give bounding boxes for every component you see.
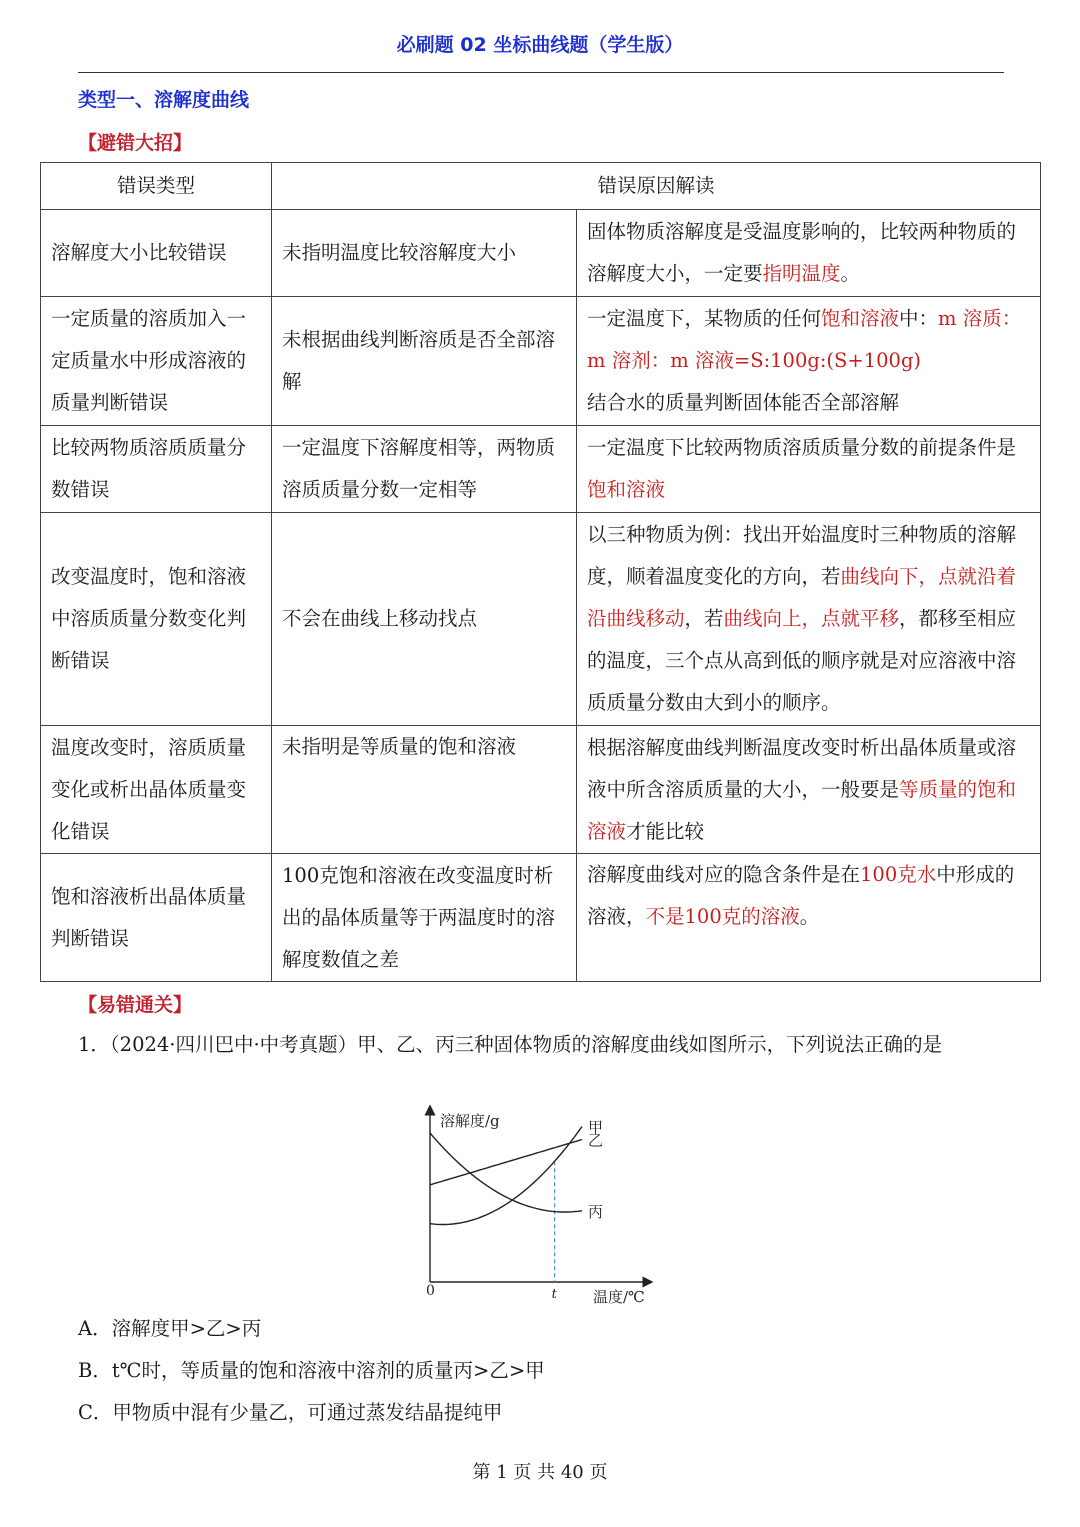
error-type-cell: 改变温度时，饱和溶液中溶质质量分数变化判断错误: [41, 513, 272, 726]
tips-label: 【避错大招】: [78, 132, 193, 154]
error-explanation-cell: 一定温度下比较两物质溶质质量分数的前提条件是饱和溶液: [577, 426, 1041, 513]
error-type-cell: 饱和溶液析出晶体质量判断错误: [41, 854, 272, 982]
table-row: [41, 726, 1041, 854]
series-line-3: [430, 1133, 582, 1212]
series-label-2: 乙: [588, 1131, 604, 1150]
error-explanation-cell: 根据溶解度曲线判断温度改变时析出晶体质量或溶液中所含溶质质量的大小，一般要是等质量的饱和溶液才能比较: [577, 726, 1041, 854]
section-heading: 类型一、溶解度曲线: [78, 89, 250, 111]
header-error-cause: 错误原因解读: [272, 163, 1041, 210]
table-row: [41, 513, 1041, 726]
error-type-cell: 溶解度大小比较错误: [41, 210, 272, 297]
error-cause-cell: 一定温度下溶解度相等，两物质溶质质量分数一定相等: [272, 426, 577, 513]
table-header-row: [41, 163, 1041, 210]
x-axis-label: 温度/℃: [593, 1288, 645, 1306]
option-b[interactable]: B．t℃时，等质量的饱和溶液中溶剂的质量丙>乙>甲: [78, 1359, 545, 1382]
option-c[interactable]: C．甲物质中混有少量乙，可通过蒸发结晶提纯甲: [78, 1401, 503, 1424]
solubility-chart-svg: [400, 1100, 680, 1310]
table-row: [41, 854, 1041, 982]
error-type-cell: 温度改变时，溶质质量变化或析出晶体质量变化错误: [41, 726, 272, 854]
table-row: [41, 210, 1041, 297]
error-type-cell: 一定质量的溶质加入一定质量水中形成溶液的质量判断错误: [41, 297, 272, 426]
error-table: [40, 162, 1041, 982]
origin-label: 0: [426, 1283, 435, 1299]
t-tick-label: t: [551, 1287, 557, 1302]
error-cause-cell: 100克饱和溶液在改变温度时析出的晶体质量等于两温度时的溶解度数值之差: [272, 854, 577, 982]
document-title: 必刷题 02 坐标曲线题（学生版）: [396, 34, 684, 56]
option-a[interactable]: A．溶解度甲>乙>丙: [78, 1317, 262, 1340]
error-cause-cell: 未指明温度比较溶解度大小: [272, 210, 577, 297]
page-footer: 第 1 页 共 40 页: [472, 1462, 608, 1483]
error-explanation-cell: 以三种物质为例：找出开始温度时三种物质的溶解度，顺着温度变化的方向，若曲线向下，点就沿着沿曲线移动，若曲线向上，点就平移，都移至相应的温度，三个点从高到低的顺序就是对应溶液中溶质质量分数由大到小的顺序。: [577, 513, 1041, 726]
series-line-1: [430, 1127, 582, 1225]
title-divider: [78, 72, 1004, 73]
error-explanation-cell: 溶解度曲线对应的隐含条件是在100克水中形成的溶液，不是100克的溶液。: [577, 854, 1041, 982]
practice-label: 【易错通关】: [78, 994, 193, 1016]
header-error-type: 错误类型: [41, 163, 272, 210]
solubility-chart: [400, 1100, 680, 1310]
y-axis-label: 溶解度/g: [440, 1112, 500, 1130]
error-type-cell: 比较两物质溶质质量分数错误: [41, 426, 272, 513]
series-label-1: 甲: [588, 1118, 604, 1137]
question-text: 1．（2024·四川巴中·中考真题）甲、乙、丙三种固体物质的溶解度曲线如图所示，下列说法正确的是: [78, 1033, 943, 1056]
table-row: [41, 426, 1041, 513]
table-row: [41, 297, 1041, 426]
error-explanation-cell: 一定温度下，某物质的任何饱和溶液中：m 溶质：m 溶剂：m 溶液=S:100g:(S+100g) 结合水的质量判断固体能否全部溶解: [577, 297, 1041, 426]
error-explanation-cell: 固体物质溶解度是受温度影响的，比较两种物质的溶解度大小，一定要指明温度。: [577, 210, 1041, 297]
error-cause-cell: 未根据曲线判断溶质是否全部溶解: [272, 297, 577, 426]
series-label-3: 丙: [588, 1202, 604, 1221]
error-cause-cell: 不会在曲线上移动找点: [272, 513, 577, 726]
series-line-2: [430, 1140, 582, 1185]
error-cause-cell: 未指明是等质量的饱和溶液: [272, 726, 577, 854]
